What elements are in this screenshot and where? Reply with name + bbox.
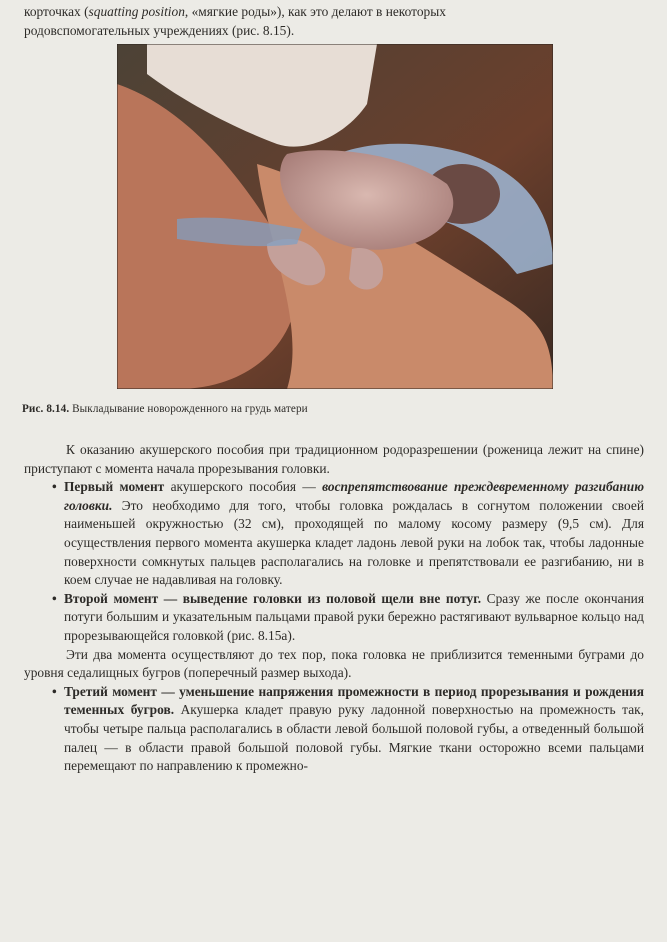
bullet-marker: •	[52, 683, 57, 699]
paragraph-intro: К оказанию акушерского пособия при традиционном родоразрешении (роженица лежит на спине) приступают с момента начала прорезывания головки.	[24, 442, 644, 476]
bullet-marker: •	[52, 590, 57, 606]
bullet-marker: •	[52, 479, 57, 495]
top-line-1: корточках (squatting position, «мягкие роды»), как это делают в некоторых	[24, 4, 446, 19]
bullet-item-3: • Третий момент — уменьшение напряжения промежности в период прорезывания и рождения теменных бугров. Акушерка кладет правую руку ладонной поверхностью на промежность так, чтобы четыре пальца располагались в области левой большой половой губы, а отведенный большой палец — в области правой большой половой губы. Мягкие ткани осторожно всеми пальцами перемещают по направлению к промежно-	[52, 683, 644, 774]
figure-photo	[117, 44, 553, 389]
figure-caption-text: Выкладывание новорожденного на грудь матери	[72, 403, 308, 415]
paragraph-between: Эти два момента осуществляют до тех пор, пока головка не приблизится теменными буграми до уровня седалищных бугров (поперечный размер выхода).	[24, 646, 644, 681]
bullet-item-2: • Второй момент — выведение головки из половой щели вне потуг. Сразу же после окончания потуги большим и указательным пальцами правой руки бережно растягивают вульварное кольцо над прорезывающейся головкой (рис. 8.15а).	[52, 590, 645, 643]
top-paragraph	[24, 2, 644, 40]
figure-label: Рис. 8.14.	[22, 403, 70, 415]
body-text	[24, 441, 644, 776]
figure-caption	[22, 402, 642, 416]
italic-term: squatting position	[88, 4, 185, 19]
newborn-on-mother-photo	[117, 44, 553, 389]
bullet-item-1: • Первый момент акушерского пособия — воспрепятствование преждевременному разгибанию головки. Это необходимо для того, чтобы головка рождалась в согнутом положении своей наименьшей окружностью (32 см), проходящей по малому косому размеру (9,5 см). Для осуществления первого момента акушерка кладет ладонь левой руки на лобок так, чтобы ладонные поверхности сомкнутых пальцев располагались на головке и препятствовали ее разгибанию, ни в коем случае не надавливая на головку.	[52, 479, 644, 588]
top-line-2: родовспомогательных учреждениях (рис. 8.15).	[24, 23, 295, 38]
